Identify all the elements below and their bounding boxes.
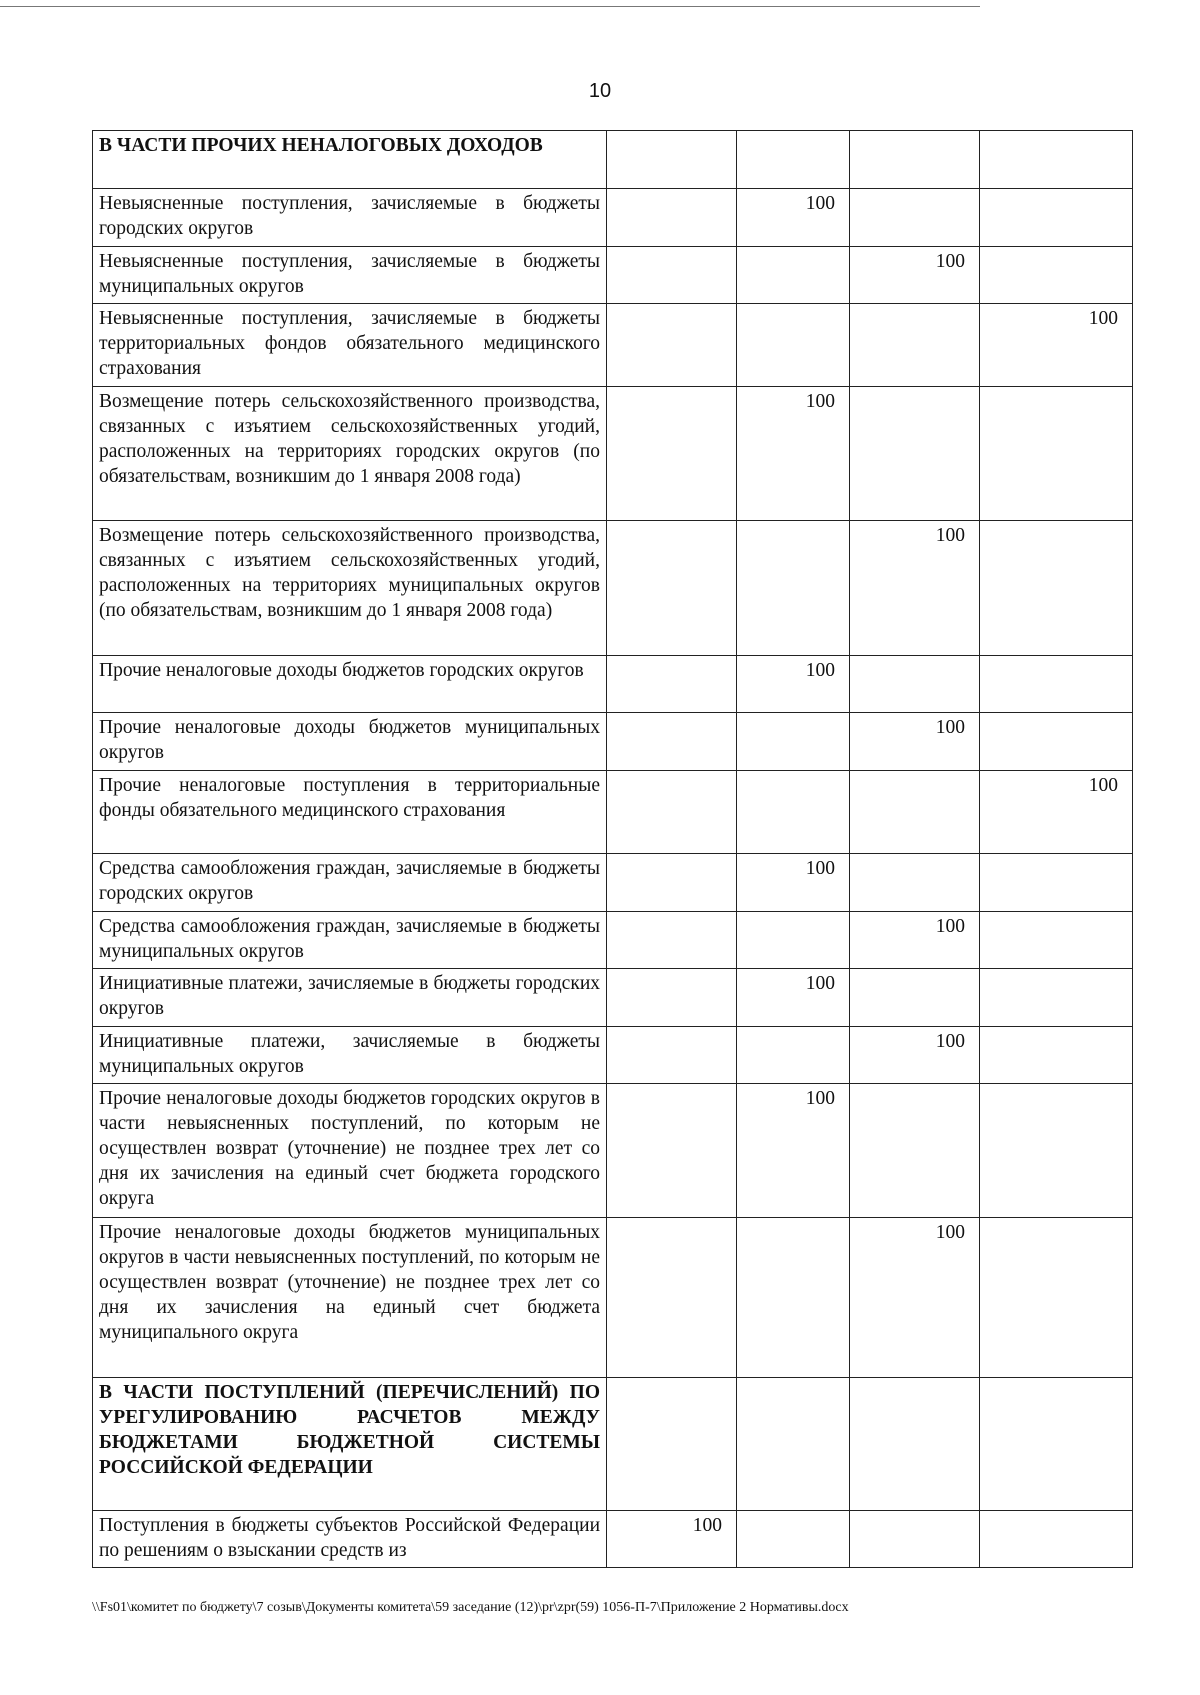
revenue-description: Прочие неналоговые доходы бюджетов городских округов — [93, 656, 607, 713]
norm-value-col-3: 100 — [850, 912, 980, 969]
table-row — [93, 1027, 1133, 1084]
norm-value-col-1 — [607, 854, 737, 912]
revenue-description: Прочие неналоговые доходы бюджетов муниципальных округов в части невыясненных поступлений, по которым не осуществлен возврат (уточнение) не позднее трех лет со дня их зачисления на единый счет бюджета муниципального округа — [93, 1218, 607, 1378]
norm-value-col-1 — [607, 131, 737, 189]
norm-value-col-4 — [980, 656, 1133, 713]
revenue-description: Прочие неналоговые доходы бюджетов муниципальных округов — [93, 713, 607, 771]
table-row — [93, 304, 1133, 387]
norm-value-col-2 — [737, 1027, 850, 1084]
revenue-description: Прочие неналоговые поступления в территориальные фонды обязательного медицинского страхования — [93, 771, 607, 854]
norm-value-col-1 — [607, 713, 737, 771]
table-row — [93, 521, 1133, 656]
norm-value-col-4 — [980, 131, 1133, 189]
norm-value-col-3 — [850, 854, 980, 912]
norm-value-col-2 — [737, 304, 850, 387]
norm-value-col-1 — [607, 521, 737, 656]
norm-value-col-2: 100 — [737, 854, 850, 912]
table-row — [93, 771, 1133, 854]
norm-value-col-3: 100 — [850, 713, 980, 771]
norm-value-col-4 — [980, 1027, 1133, 1084]
table-row — [93, 656, 1133, 713]
norm-value-col-1 — [607, 189, 737, 247]
norm-value-col-4 — [980, 969, 1133, 1027]
norm-value-col-2 — [737, 521, 850, 656]
page-number: 10 — [588, 80, 612, 102]
table-row — [93, 1218, 1133, 1378]
norm-value-col-4 — [980, 1084, 1133, 1218]
norm-value-col-4 — [980, 1218, 1133, 1378]
norm-value-col-3 — [850, 1378, 980, 1511]
norm-value-col-4 — [980, 713, 1133, 771]
norm-value-col-3: 100 — [850, 247, 980, 304]
norm-value-col-1 — [607, 969, 737, 1027]
norm-value-col-4 — [980, 387, 1133, 521]
norm-value-col-1 — [607, 1084, 737, 1218]
norm-value-col-3 — [850, 969, 980, 1027]
revenue-description: Инициативные платежи, зачисляемые в бюджеты городских округов — [93, 969, 607, 1027]
norm-value-col-2: 100 — [737, 189, 850, 247]
revenue-description: Возмещение потерь сельскохозяйственного производства, связанных с изъятием сельскохозяйственных угодий, расположенных на территориях городских округов (по обязательствам, возникшим до 1 января 2008 года) — [93, 387, 607, 521]
norm-value-col-4 — [980, 854, 1133, 912]
norm-value-col-3: 100 — [850, 1027, 980, 1084]
norm-value-col-3 — [850, 131, 980, 189]
norm-value-col-1 — [607, 771, 737, 854]
revenue-description: Невыясненные поступления, зачисляемые в бюджеты муниципальных округов — [93, 247, 607, 304]
table-body — [93, 131, 1133, 1568]
norm-value-col-1 — [607, 1027, 737, 1084]
norm-value-col-4 — [980, 189, 1133, 247]
norm-value-col-1 — [607, 387, 737, 521]
table-row — [93, 387, 1133, 521]
norm-value-col-2 — [737, 1218, 850, 1378]
norm-value-col-4 — [980, 912, 1133, 969]
norm-value-col-1: 100 — [607, 1511, 737, 1568]
norm-value-col-3 — [850, 1084, 980, 1218]
norm-value-col-2 — [737, 912, 850, 969]
section-title: В ЧАСТИ ПОСТУПЛЕНИЙ (ПЕРЕЧИСЛЕНИЙ) ПО УРЕГУЛИРОВАНИЮ РАСЧЕТОВ МЕЖДУ БЮДЖЕТАМИ БЮДЖЕТНОЙ СИСТЕМЫ РОССИЙСКОЙ ФЕДЕРАЦИИ — [93, 1378, 607, 1511]
table-row — [93, 713, 1133, 771]
table-row — [93, 1511, 1133, 1568]
norm-value-col-2 — [737, 1378, 850, 1511]
norm-value-col-1 — [607, 912, 737, 969]
norm-value-col-2 — [737, 247, 850, 304]
revenue-description: Поступления в бюджеты субъектов Российской Федерации по решениям о взыскании средств из — [93, 1511, 607, 1568]
norm-value-col-2 — [737, 131, 850, 189]
norm-value-col-4 — [980, 1511, 1133, 1568]
top-scan-rule — [0, 6, 980, 7]
norm-value-col-1 — [607, 304, 737, 387]
norm-value-col-2: 100 — [737, 656, 850, 713]
table-row — [93, 1084, 1133, 1218]
norm-value-col-3 — [850, 387, 980, 521]
norm-value-col-2 — [737, 1511, 850, 1568]
norm-value-col-1 — [607, 247, 737, 304]
norm-value-col-2: 100 — [737, 969, 850, 1027]
norm-value-col-3: 100 — [850, 1218, 980, 1378]
norm-value-col-3 — [850, 1511, 980, 1568]
norm-value-col-1 — [607, 1378, 737, 1511]
footer-file-path: \\Fs01\комитет по бюджету\7 созыв\Документы комитета\59 заседание (12)\pr\zpr(59) 1056-П-7\Приложение 2 Нормативы.docx — [92, 1600, 849, 1615]
norm-value-col-4 — [980, 521, 1133, 656]
revenue-description: Возмещение потерь сельскохозяйственного производства, связанных с изъятием сельскохозяйственных угодий, расположенных на территориях муниципальных округов (по обязательствам, возникшим до 1 января 2008 года) — [93, 521, 607, 656]
norm-value-col-4 — [980, 1378, 1133, 1511]
revenue-description: Инициативные платежи, зачисляемые в бюджеты муниципальных округов — [93, 1027, 607, 1084]
revenue-description: Невыясненные поступления, зачисляемые в бюджеты территориальных фондов обязательного медицинского страхования — [93, 304, 607, 387]
section-header-row — [93, 131, 1133, 189]
section-header-row — [93, 1378, 1133, 1511]
table-row — [93, 247, 1133, 304]
norm-value-col-2 — [737, 713, 850, 771]
table-row — [93, 189, 1133, 247]
table-row — [93, 969, 1133, 1027]
revenue-description: Средства самообложения граждан, зачисляемые в бюджеты городских округов — [93, 854, 607, 912]
revenue-description: Прочие неналоговые доходы бюджетов городских округов в части невыясненных поступлений, по которым не осуществлен возврат (уточнение) не позднее трех лет со дня их зачисления на единый счет бюджета городского округа — [93, 1084, 607, 1218]
section-title: В ЧАСТИ ПРОЧИХ НЕНАЛОГОВЫХ ДОХОДОВ — [93, 131, 607, 189]
norm-value-col-1 — [607, 1218, 737, 1378]
revenue-description: Средства самообложения граждан, зачисляемые в бюджеты муниципальных округов — [93, 912, 607, 969]
budget-norms-table — [92, 130, 1133, 1568]
norm-value-col-3: 100 — [850, 521, 980, 656]
norm-value-col-3 — [850, 771, 980, 854]
table-row — [93, 912, 1133, 969]
norm-value-col-4 — [980, 247, 1133, 304]
norm-value-col-4: 100 — [980, 304, 1133, 387]
norm-value-col-4: 100 — [980, 771, 1133, 854]
norm-value-col-3 — [850, 189, 980, 247]
norm-value-col-2: 100 — [737, 1084, 850, 1218]
norm-value-col-2: 100 — [737, 387, 850, 521]
table-row — [93, 854, 1133, 912]
norm-value-col-2 — [737, 771, 850, 854]
norm-value-col-3 — [850, 304, 980, 387]
norm-value-col-1 — [607, 656, 737, 713]
revenue-description: Невыясненные поступления, зачисляемые в бюджеты городских округов — [93, 189, 607, 247]
norm-value-col-3 — [850, 656, 980, 713]
